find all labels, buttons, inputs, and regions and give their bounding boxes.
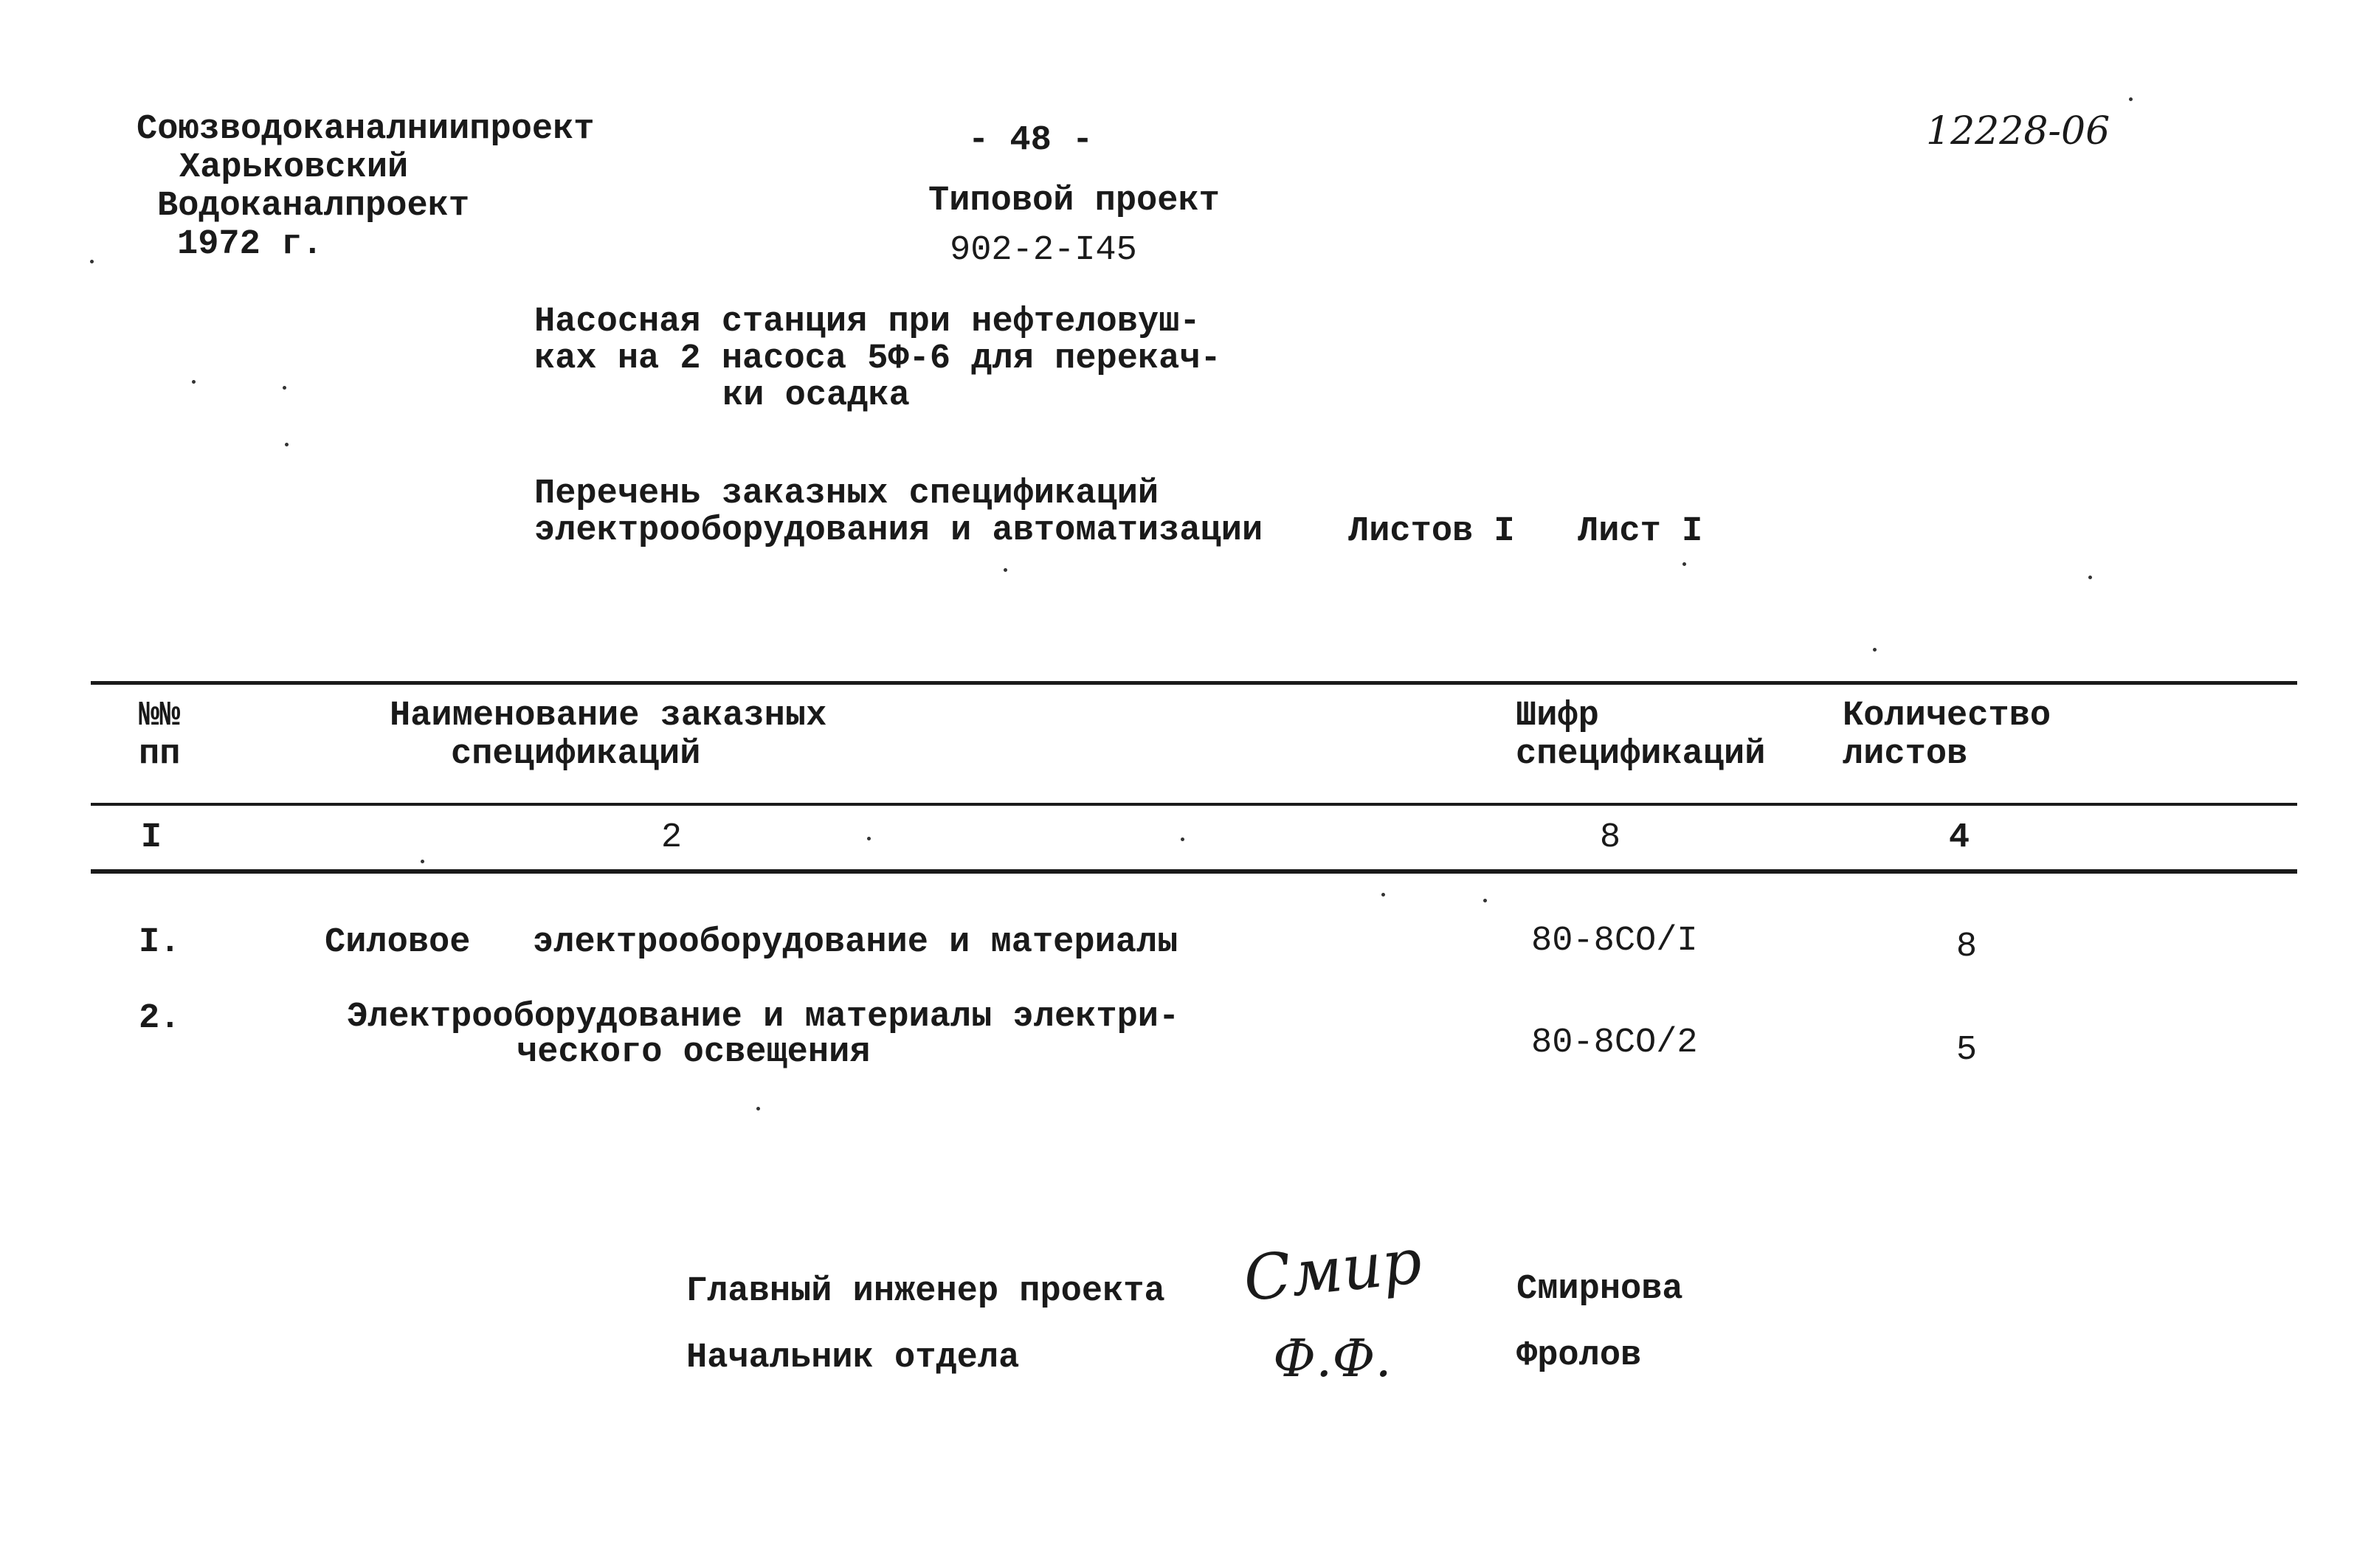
row-num: I. <box>139 923 181 962</box>
project-title <box>534 304 1221 415</box>
project-title-line: ках на 2 насоса 5Ф-6 для перекач- <box>534 339 1221 379</box>
doc-code: 902-2-I45 <box>950 231 1137 270</box>
org-line: Водоканалпроект <box>157 187 470 226</box>
header-name: Наименование заказных спецификаций <box>390 697 827 774</box>
handwritten-signature: Смир <box>1240 1224 1426 1316</box>
scan-speck <box>867 837 871 840</box>
scan-speck <box>285 443 289 446</box>
row-name-line: ческого освещения <box>517 1033 871 1072</box>
handwritten-signature: Ф.Ф. <box>1273 1328 1392 1389</box>
column-index: 8 <box>1599 818 1621 857</box>
header-code: Шифр спецификаций <box>1516 697 1766 774</box>
sheets-total: Листов I <box>1348 512 1515 551</box>
page-number: - 48 - <box>968 121 1094 160</box>
row-count: 8 <box>1956 928 1978 967</box>
list-title <box>534 476 1263 550</box>
signature-role: Начальник отдела <box>686 1339 1020 1378</box>
header-num: №№ пп <box>139 697 181 774</box>
org-line: Харьковский <box>179 148 409 187</box>
row-name: Силовое электрооборудование и материалы <box>325 923 1178 962</box>
sheet-number: Лист I <box>1578 512 1703 551</box>
organization-name <box>137 111 595 264</box>
scan-speck <box>421 860 424 863</box>
row-name <box>347 1000 1179 1071</box>
row-code: 80-8СО/2 <box>1531 1023 1698 1063</box>
scan-speck <box>1873 648 1877 652</box>
scan-speck <box>1483 899 1487 902</box>
scan-speck <box>2088 576 2092 579</box>
row-name-line: Электрооборудование и материалы электри- <box>347 998 1180 1037</box>
scan-speck <box>1381 893 1385 897</box>
row-count: 5 <box>1956 1031 1978 1070</box>
list-title-line: Перечень заказных спецификаций <box>534 474 1159 514</box>
signatory-name: Фролов <box>1516 1336 1642 1375</box>
column-index: I <box>140 818 162 857</box>
row-code: 80-8СО/I <box>1531 922 1698 961</box>
table-top-rule <box>91 681 2297 685</box>
header-count: Количество листов <box>1843 697 2051 774</box>
org-line: Союзводоканалниипроект <box>137 110 595 149</box>
signature-role: Главный инженер проекта <box>686 1272 1165 1311</box>
column-index: 2 <box>660 818 683 857</box>
signatory-name: Смирнова <box>1516 1270 1683 1309</box>
scan-speck <box>1004 568 1007 572</box>
scan-speck <box>1181 837 1184 841</box>
archive-number: 12228-06 <box>1926 109 2110 153</box>
org-year: 1972 г. <box>177 225 323 264</box>
doc-type: Типовой проект <box>928 182 1220 221</box>
scan-speck <box>1682 562 1686 566</box>
column-index: 4 <box>1948 818 1970 857</box>
table-header-rule <box>91 803 2297 806</box>
scan-speck <box>90 260 94 263</box>
scan-speck <box>283 386 286 390</box>
row-num: 2. <box>139 999 181 1038</box>
scan-speck <box>192 380 196 384</box>
scan-speck <box>756 1107 760 1111</box>
project-title-line: ки осадка <box>722 376 910 415</box>
list-title-line: электрооборудования и автоматизации <box>534 511 1263 550</box>
scan-speck <box>2129 97 2133 101</box>
project-title-line: Насосная станция при нефтеловуш- <box>534 303 1201 342</box>
table-index-rule <box>91 869 2297 874</box>
